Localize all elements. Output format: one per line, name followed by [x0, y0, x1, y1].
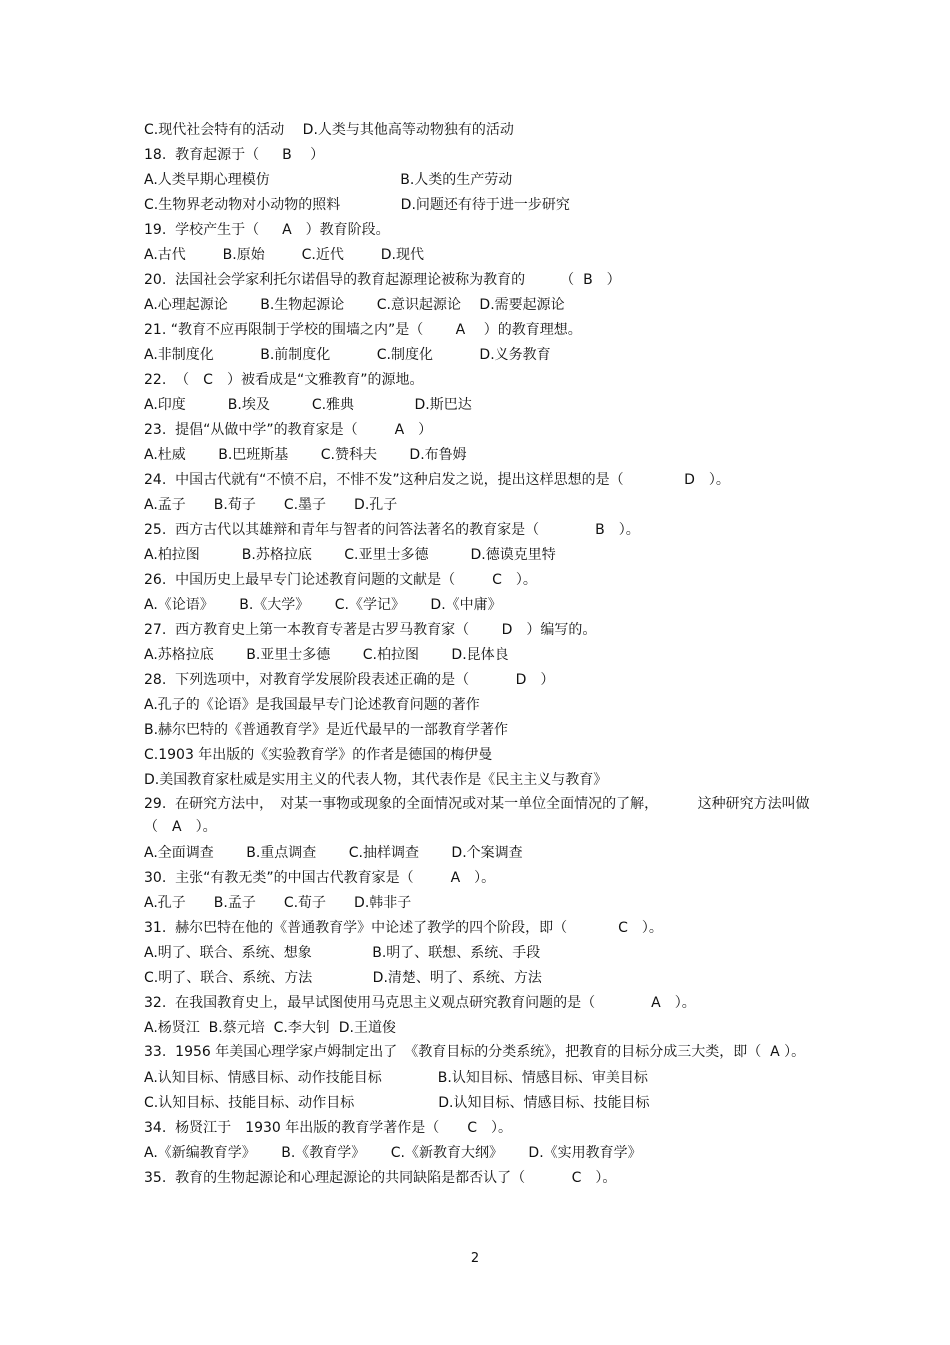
option-line: D.美国教育家杜威是实用主义的代表人物，其代表作是《民主主义与教育》 [144, 772, 608, 788]
option-line: A.柏拉图 B.苏格拉底 C.亚里士多德 D.德谟克里特 [144, 547, 556, 563]
question-30: 30. 主张“有教无类”的中国古代教育家是（ A ）。 [144, 870, 496, 886]
question-31: 31. 赫尔巴特在他的《普通教育学》中论述了教学的四个阶段，即（ C ）。 [144, 920, 663, 936]
question-25: 25. 西方古代以其雄辩和青年与智者的问答法著名的教育家是（ B ）。 [144, 522, 640, 538]
page-number: 2 [470, 1251, 480, 1266]
option-line: C.生物界老动物对小动物的照料 D.问题还有待于进一步研究 [144, 197, 570, 213]
option-line: A.全面调查 B.重点调查 C.抽样调查 D.个案调查 [144, 845, 523, 861]
question-32: 32. 在我国教育史上，最早试图使用马克思主义观点研究教育问题的是（ A ）。 [144, 995, 696, 1011]
question-19: 19. 学校产生于（ A ）教育阶段。 [144, 222, 390, 238]
question-27: 27. 西方教育史上第一本教育专著是古罗马教育家（ D ）编写的。 [144, 622, 597, 638]
option-line: A.人类早期心理模仿 B.人类的生产劳动 [144, 172, 513, 188]
option-line: A.印度 B.埃及 C.雅典 D.斯巴达 [144, 397, 472, 413]
question-21: 21. “教育不应再限制于学校的围墙之内”是（ A ）的教育理想。 [144, 322, 582, 338]
option-line: A.孟子 B.荀子 C.墨子 D.孔子 [144, 497, 398, 513]
option-line: A.心理起源论 B.生物起源论 C.意识起源论 D.需要起源论 [144, 297, 565, 313]
question-list [144, 118, 814, 1191]
question-35: 35. 教育的生物起源论和心理起源论的共同缺陷是都否认了（ C ）。 [144, 1170, 617, 1186]
question-29: 29. 在研究方法中， 对某一事物或现象的全面情况或对某一单位全面情况的了解， 这种研究方法叫做（ A ）。 [144, 796, 810, 835]
question-24: 24. 中国古代就有“不愤不启，不悱不发”这种启发之说，提出这样思想的是（ D ）。 [144, 472, 730, 488]
question-33: 33. 1956 年美国心理学家卢姆制定出了 《教育目标的分类系统》，把教育的目标分成三大类，即（ A ）。 [144, 1044, 806, 1060]
option-line: C.明了、联合、系统、方法 D.清楚、明了、系统、方法 [144, 970, 542, 986]
question-28: 28. 下列选项中，对教育学发展阶段表述正确的是（ D ） [144, 672, 555, 688]
option-line: C.认知目标、技能目标、动作目标 D.认知目标、情感目标、技能目标 [144, 1095, 650, 1111]
option-line: A.苏格拉底 B.亚里士多德 C.柏拉图 D.昆体良 [144, 647, 509, 663]
option-line: A.《论语》 B.《大学》 C.《学记》 D.《中庸》 [144, 597, 502, 613]
option-line: A.孔子 B.孟子 C.荀子 D.韩非子 [144, 895, 412, 911]
option-line: B.赫尔巴特的《普通教育学》是近代最早的一部教育学著作 [144, 722, 509, 738]
option-line: A.古代 B.原始 C.近代 D.现代 [144, 247, 424, 263]
option-line: A.非制度化 B.前制度化 C.制度化 D.义务教育 [144, 347, 551, 363]
option-line: A.孔子的《论语》是我国最早专门论述教育问题的著作 [144, 697, 480, 713]
question-23: 23. 提倡“从做中学”的教育家是（ A ） [144, 422, 433, 438]
option-line: A.认知目标、情感目标、动作技能目标 B.认知目标、情感目标、审美目标 [144, 1070, 648, 1086]
question-18: 18. 教育起源于（ B ） [144, 147, 325, 163]
option-line: C.1903 年出版的《实验教育学》的作者是德国的梅伊曼 [144, 747, 493, 763]
question-34: 34. 杨贤江于 1930 年出版的教育学著作是（ C ）。 [144, 1120, 513, 1136]
option-line: A.杜威 B.巴班斯基 C.赞科夫 D.布鲁姆 [144, 447, 467, 463]
option-line: C.现代社会特有的活动 D.人类与其他高等动物独有的活动 [144, 122, 514, 138]
option-line: A.《新编教育学》 B.《教育学》 C.《新教育大纲》 D.《实用教育学》 [144, 1145, 642, 1161]
option-line: A.明了、联合、系统、想象 B.明了、联想、系统、手段 [144, 945, 541, 961]
option-line: A.杨贤江 B.蔡元培 C.李大钊 D.王道俊 [144, 1020, 396, 1036]
question-22: 22. （ C ）被看成是“文雅教育”的源地。 [144, 372, 424, 388]
question-26: 26. 中国历史上最早专门论述教育问题的文献是（ C ）。 [144, 572, 537, 588]
question-20: 20. 法国社会学家利托尔诺倡导的教育起源理论被称为教育的 （ B ） [144, 272, 621, 288]
